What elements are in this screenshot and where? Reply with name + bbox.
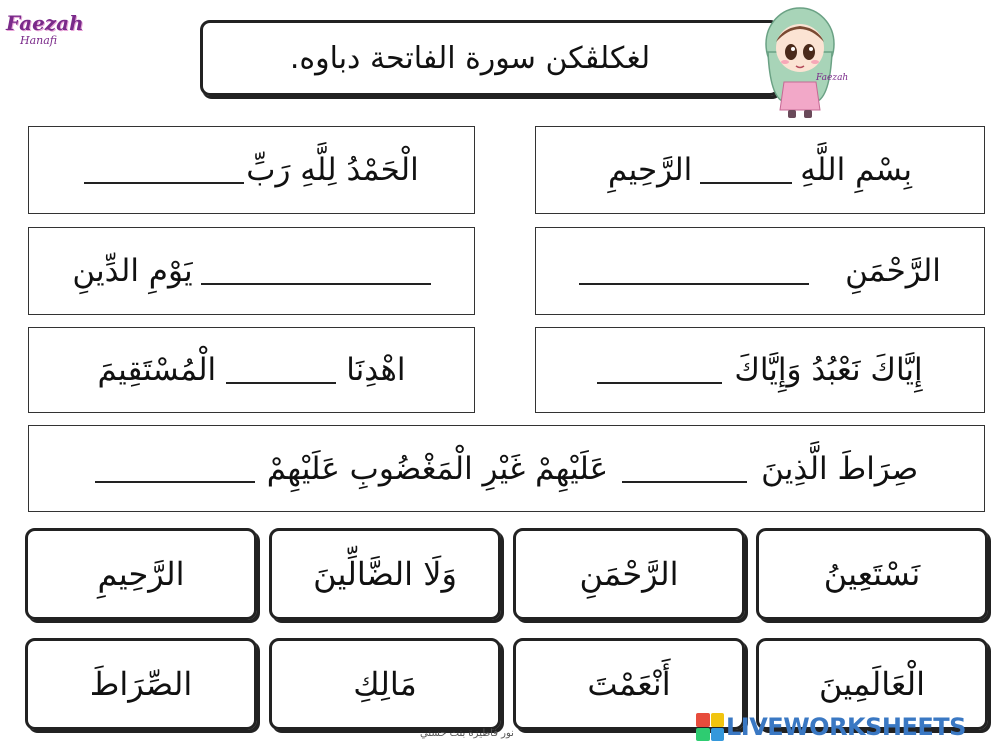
choice-anamta[interactable]: أَنْعَمْتَ [513,638,745,730]
question-box-5 [535,327,985,413]
hijab-girl-mascot-icon [760,2,849,122]
choice-assirat[interactable]: الصِّرَاطَ [25,638,257,730]
choice-arrahman[interactable]: الرَّحْمَنِ [513,528,745,620]
footer-author: نور فاطيزة بنت حسني [420,728,514,739]
question-box-7 [28,425,985,512]
question-3-blank[interactable] [579,257,809,285]
question-1-after: الرَّحِيمِ [607,152,693,188]
question-box-3 [535,227,985,315]
question-6-before: اهْدِنَا [346,352,406,388]
question-2-before: الْحَمْدُ لِلَّهِ رَبِّ [246,152,419,188]
question-6-after: الْمُسْتَقِيمَ [97,352,217,388]
question-7-after: عَلَيْهِمْ غَيْرِ الْمَغْضُوبِ عَلَيْهِمْ [266,450,609,487]
question-box-6 [28,327,475,413]
question-box-4 [28,227,475,315]
question-1-before: بِسْمِ اللَّهِ [800,152,913,188]
question-box-1 [535,126,985,214]
choice-nastain[interactable]: نَسْتَعِينُ [756,528,988,620]
liveworksheets-brand-name: LIVEWORKSHEETS [726,713,966,741]
question-7-before: صِرَاطَ الَّذِينَ [761,450,919,487]
choice-arrahim[interactable]: الرَّحِيمِ [25,528,257,620]
svg-text:Faezah: Faezah [816,73,849,83]
author-logo-surname: Hanafi [20,34,58,47]
question-4-blank[interactable] [201,257,431,285]
author-logo [6,11,84,62]
choice-maliki[interactable]: مَالِكِ [269,638,501,730]
question-2-blank[interactable] [84,156,244,184]
question-7-blank-1[interactable] [622,455,747,483]
question-box-2 [28,126,475,214]
question-5-before: إِيَّاكَ نَعْبُدُ وَإِيَّاكَ [734,352,923,388]
liveworksheets-logo-icon [696,713,724,741]
question-6-blank[interactable] [226,356,336,384]
question-4-after: يَوْمِ الدِّينِ [72,253,193,289]
question-3-before: الرَّحْمَنِ [845,253,941,289]
author-logo-name: Faezah [6,11,84,35]
question-7-blank-2[interactable] [95,455,255,483]
question-1-blank[interactable] [700,156,792,184]
question-5-blank[interactable] [597,356,722,384]
instruction-title: لغكلڤكن سورة الفاتحة دباوه. [289,40,651,76]
choice-alalamin[interactable]: الْعَالَمِينَ [756,638,988,730]
instruction-title-box [200,20,780,96]
liveworksheets-brand[interactable] [696,713,966,741]
choice-waladdallin[interactable]: وَلَا الضَّالِّينَ [269,528,501,620]
